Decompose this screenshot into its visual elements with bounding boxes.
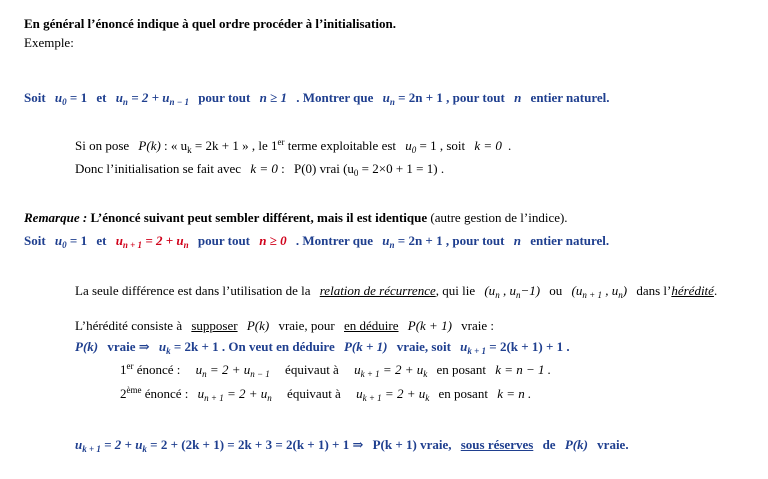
text: = 2×0 + 1 = 1) .	[358, 161, 445, 176]
text: P(k + 1) vraie,	[372, 437, 452, 452]
text: de	[542, 437, 556, 452]
text: −1)	[520, 283, 541, 298]
explain-1-line-2	[75, 161, 444, 177]
text: u	[54, 90, 63, 105]
text: , u	[601, 283, 619, 298]
text: n	[389, 240, 395, 250]
text: sous réserves	[460, 437, 534, 452]
text: ème	[126, 385, 142, 395]
text: n − 1	[169, 97, 189, 107]
text: n	[267, 393, 272, 403]
text: k	[425, 393, 430, 403]
enonce-1	[120, 362, 551, 378]
text: k = 0	[250, 161, 278, 176]
text: n + 1	[122, 240, 143, 250]
text: u	[115, 233, 123, 248]
text: . Montrer que	[295, 233, 374, 248]
text: en posant	[436, 362, 486, 377]
text: = 1	[66, 233, 88, 248]
text: Si on pose	[75, 138, 130, 153]
text: pour tout	[198, 90, 251, 105]
text: u	[75, 437, 83, 452]
intro-heading: En général l’énoncé indique à quel ordre procéder à l’initialisation.	[24, 16, 396, 31]
text: k + 1	[82, 444, 101, 454]
text: P(k)	[138, 138, 161, 153]
text: n ≥ 0	[259, 233, 287, 248]
text: 1	[120, 362, 127, 377]
text: entier naturel.	[530, 90, 610, 105]
text: er	[277, 137, 285, 147]
text: k = 0	[474, 138, 502, 153]
text: P(0) vrai (u	[293, 161, 354, 176]
text: k + 1	[360, 369, 380, 379]
text: P(k + 1)	[407, 318, 452, 333]
text: en posant	[438, 386, 488, 401]
text: 2	[120, 386, 127, 401]
problem-1	[24, 90, 610, 106]
text: n	[389, 97, 395, 107]
text: (autre gestion de l’indice).	[427, 210, 568, 225]
text: u	[382, 233, 390, 248]
text: u	[405, 138, 412, 153]
text: énoncé :	[141, 386, 189, 401]
text: = 1 , soit	[416, 138, 466, 153]
text: k = n .	[497, 386, 532, 401]
text: :	[277, 161, 285, 176]
text: u	[197, 386, 205, 401]
text: n	[122, 97, 128, 107]
step-line	[75, 339, 570, 355]
text: Soit	[24, 90, 46, 105]
text: vraie :	[461, 318, 495, 333]
text: u	[158, 339, 167, 354]
text: n	[183, 240, 189, 250]
text: et	[96, 90, 107, 105]
text: = 2 + (2k + 1) = 2k + 3 = 2(k + 1) + 1 ⇒	[146, 437, 364, 452]
text: = 2k + 1 » , le 1	[191, 138, 278, 153]
text: n	[202, 369, 207, 379]
text: , qui lie	[435, 283, 476, 298]
text: 0	[411, 145, 417, 155]
text: = 2 + u	[223, 386, 268, 401]
text: relation de récurrence	[319, 283, 436, 298]
heredity-line	[75, 318, 494, 334]
text: Soit	[24, 233, 46, 248]
text: = 1	[66, 90, 88, 105]
text: P(k)	[246, 318, 270, 333]
text: n	[618, 290, 623, 300]
text: , pour tout	[446, 90, 505, 105]
text: )	[622, 283, 628, 298]
text: = 2 + u	[100, 437, 143, 452]
text: Remarque :	[24, 210, 88, 225]
text: n + 1	[204, 393, 224, 403]
text: entier naturel.	[530, 233, 610, 248]
text: k + 1	[362, 393, 382, 403]
text: ou	[549, 283, 563, 298]
text: La seule différence est dans l’utilisation de la	[75, 283, 311, 298]
text: u	[356, 386, 363, 401]
text: L’hérédité consiste à	[75, 318, 183, 333]
text: L’énoncé suivant peut sembler différent, mais il est identique	[87, 210, 428, 225]
text: terme exploitable est	[284, 138, 397, 153]
text: u	[382, 90, 390, 105]
text: = 2 + u	[127, 90, 170, 105]
text: = 2 + u	[381, 386, 426, 401]
example-label: Exemple:	[24, 35, 74, 50]
text: dans l’	[636, 283, 672, 298]
text: vraie, pour	[278, 318, 335, 333]
text: en déduire	[344, 318, 399, 333]
text: supposer	[191, 318, 238, 333]
text: n	[515, 290, 521, 300]
text: n − 1	[250, 369, 270, 379]
conclusion-line	[75, 437, 629, 453]
text: u	[460, 339, 468, 354]
text: équivaut à	[287, 386, 341, 401]
problem-2	[24, 233, 609, 249]
text: k	[166, 346, 171, 356]
text: Donc l’initialisation se fait avec	[75, 161, 242, 176]
text: = 2n + 1	[394, 233, 443, 248]
text: 0	[353, 168, 359, 178]
text: k	[187, 145, 192, 155]
text: n + 1	[582, 290, 602, 300]
text: 0	[62, 240, 67, 250]
text: = 2k + 1 . On veut en déduire	[170, 339, 335, 354]
text: pour tout	[197, 233, 251, 248]
text: = 2 + u	[142, 233, 184, 248]
text: . Montrer que	[296, 90, 374, 105]
text: k	[142, 444, 147, 454]
text: n	[514, 90, 522, 105]
text: = 2 + u	[379, 362, 424, 377]
text: (u	[571, 283, 583, 298]
text: k	[423, 369, 428, 379]
enonce-2	[120, 386, 531, 402]
difference-line	[75, 283, 717, 299]
text: n ≥ 1	[259, 90, 287, 105]
text: vraie.	[597, 437, 629, 452]
remark	[24, 210, 568, 226]
text: k = n − 1 .	[495, 362, 552, 377]
text: équivaut à	[285, 362, 339, 377]
text: = 2(k + 1) + 1 .	[486, 339, 570, 354]
text: et	[96, 233, 107, 248]
text: er	[126, 361, 134, 371]
text: .	[507, 138, 512, 153]
explain-1-line-1	[75, 138, 511, 154]
text: n	[495, 290, 500, 300]
text: , u	[499, 283, 516, 298]
text: vraie, soit	[396, 339, 451, 354]
text: u	[195, 362, 203, 377]
text: = 2 + u	[206, 362, 251, 377]
text: : « u	[160, 138, 188, 153]
text: n	[513, 233, 521, 248]
text: (u	[484, 283, 496, 298]
text: u	[354, 362, 361, 377]
text: vraie ⇒	[107, 339, 150, 354]
text: = 2n + 1	[394, 90, 443, 105]
text: .	[713, 283, 718, 298]
text: P(k)	[75, 339, 99, 354]
text: u	[115, 90, 123, 105]
text: , pour tout	[445, 233, 505, 248]
text: P(k + 1)	[343, 339, 388, 354]
text: u	[54, 233, 63, 248]
text: 0	[62, 97, 67, 107]
text: k + 1	[467, 346, 487, 356]
text: hérédité	[671, 283, 714, 298]
text: énoncé :	[133, 362, 181, 377]
text: P(k)	[564, 437, 588, 452]
